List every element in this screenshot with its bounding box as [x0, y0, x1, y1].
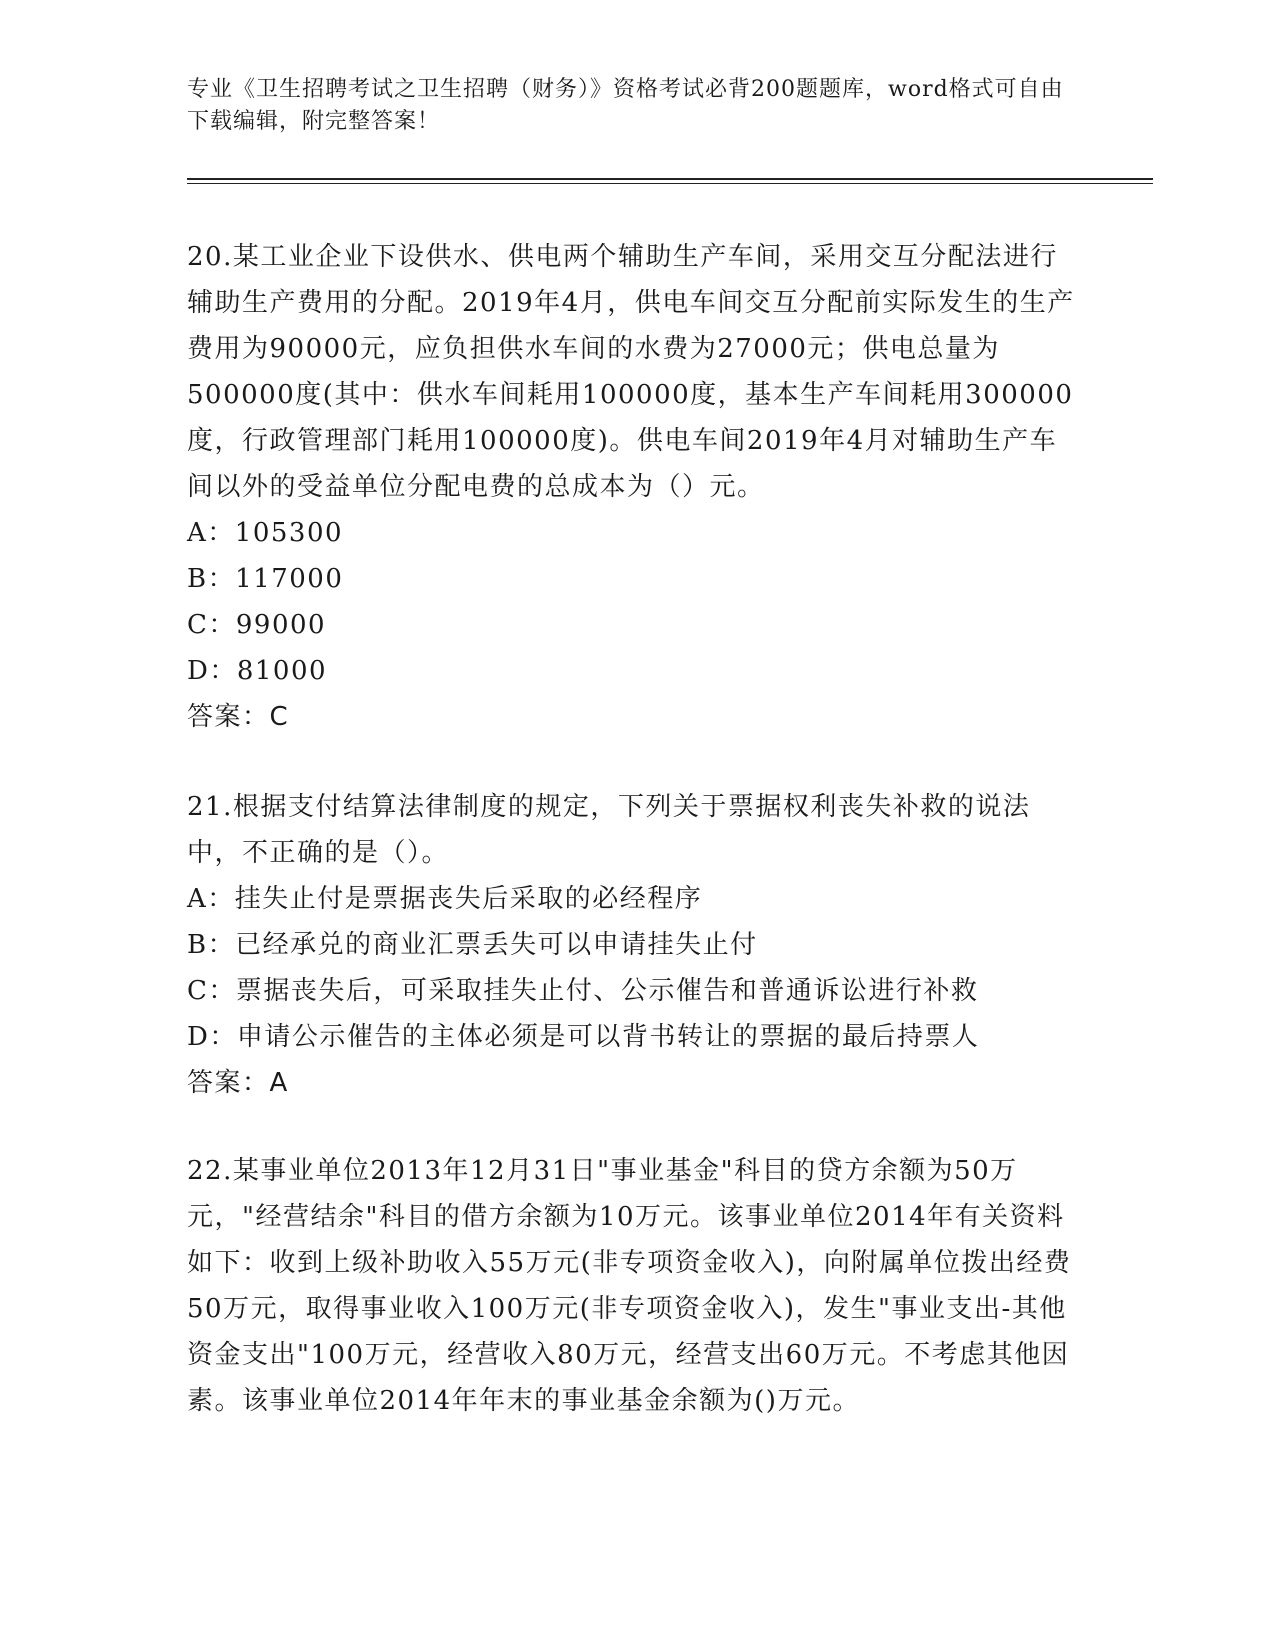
option-c: C：99000 [187, 610, 327, 640]
option-a: A：挂失止付是票据丧失后采取的必经程序 [187, 884, 703, 914]
option-b: B：117000 [187, 564, 344, 594]
answer-line: 答案：A [187, 1068, 289, 1098]
header-rule-thin [187, 183, 1153, 184]
document-header: 专业《卫生招聘考试之卫生招聘（财务）》资格考试必背200题题库，word格式可自由下载编辑，附完整答案！ [187, 77, 1064, 134]
answer-line: 答案：C [187, 702, 290, 732]
option-a: A：105300 [187, 518, 344, 548]
header-rule-thick [187, 178, 1153, 180]
question-21 [187, 784, 1082, 1106]
option-c: C：票据丧失后，可采取挂失止付、公示催告和普通诉讼进行补救 [187, 976, 979, 1006]
option-b: B：已经承兑的商业汇票丢失可以申请挂失止付 [187, 930, 758, 960]
question-stem: 20.某工业企业下设供水、供电两个辅助生产车间，采用交互分配法进行辅助生产费用的分配。2019年4月，供电车间交互分配前实际发生的生产费用为90000元，应负担供水车间的水费为27000元；供电总量为500000度(其中：供水车间耗用100000度，基本生产车间耗用300000度，行政管理部门耗用100000度)。供电车间2019年4月对辅助生产车间以外的受益单位分配电费的总成本为（）元。 [187, 242, 1075, 502]
question-stem: 22.某事业单位2013年12月31日"事业基金"科目的贷方余额为50万元，"经营结余"科目的借方余额为10万元。该事业单位2014年有关资料如下：收到上级补助收入55万元(非专项资金收入)，向附属单位拨出经费50万元，取得事业收入100万元(非专项资金收入)，发生"事业支出-其他资金支出"100万元，经营收入80万元，经营支出60万元。不考虑其他因素。该事业单位2014年年末的事业基金余额为()万元。 [187, 1156, 1072, 1416]
question-20 [187, 234, 1082, 740]
question-stem: 21.根据支付结算法律制度的规定，下列关于票据权利丧失补救的说法中，不正确的是（）。 [187, 792, 1031, 868]
question-22 [187, 1148, 1082, 1424]
option-d: D：81000 [187, 656, 328, 686]
option-d: D：申请公示催告的主体必须是可以背书转让的票据的最后持票人 [187, 1022, 980, 1052]
